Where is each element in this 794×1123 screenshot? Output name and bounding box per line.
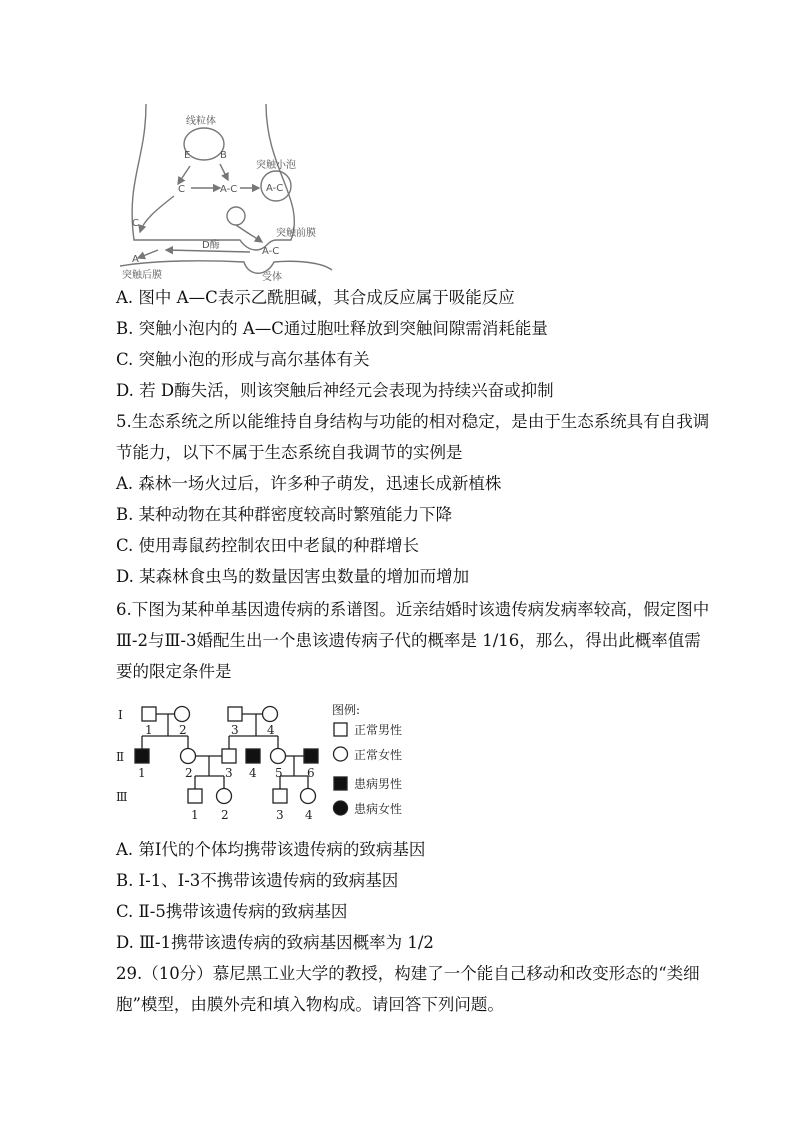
legend-affected-female-symbol bbox=[334, 801, 348, 815]
iii-number-4: 4 bbox=[305, 808, 313, 822]
pedigree-i2-female bbox=[175, 707, 190, 722]
ii-number-2: 2 bbox=[185, 766, 193, 780]
legend-affected-male-symbol bbox=[334, 777, 347, 790]
ii-number-1: 1 bbox=[138, 766, 146, 780]
legend-normal-male-symbol bbox=[334, 723, 347, 736]
q6-option-c: C. Ⅱ-5携带该遗传病的致病基因 bbox=[116, 902, 348, 921]
pedigree-ii2-female bbox=[181, 749, 196, 764]
legend-normal-male: 正常男性 bbox=[354, 723, 403, 737]
legend-normal-female: 正常女性 bbox=[354, 748, 403, 762]
q5-stem-line2: 节能力，以下不属于生态系统自我调节的实例是 bbox=[116, 443, 463, 462]
q5-option-c: C. 使用毒鼠药控制农田中老鼠的种群增长 bbox=[116, 536, 420, 555]
label-ac-arrow: A-C bbox=[220, 184, 238, 195]
i-number-2: 2 bbox=[179, 723, 187, 737]
legend-affected-male: 患病男性 bbox=[354, 777, 403, 791]
pedigree-ii5-female bbox=[271, 749, 286, 764]
label-e: E bbox=[184, 150, 191, 161]
q6-option-a: A. 第Ⅰ代的个体均携带该遗传病的致病基因 bbox=[116, 840, 426, 859]
q6-stem-line2: Ⅲ-2与Ⅲ-3婚配生出一个患该遗传病子代的概率是 1/16，那么，得出此概率值需 bbox=[116, 631, 701, 650]
ii-number-4: 4 bbox=[249, 766, 257, 780]
generation-label-i: Ⅰ bbox=[118, 708, 123, 722]
q6-stem-line3: 要的限定条件是 bbox=[116, 662, 232, 681]
synapse-diagram bbox=[116, 100, 338, 282]
pedigree-iii4-female bbox=[301, 789, 316, 804]
pedigree-i1-male bbox=[142, 707, 156, 721]
generation-label-iii: Ⅲ bbox=[116, 790, 128, 804]
i-number-4: 4 bbox=[267, 723, 275, 737]
i-number-3: 3 bbox=[231, 723, 239, 737]
iii-number-3: 3 bbox=[276, 808, 284, 822]
pedigree-iii3-male bbox=[273, 789, 287, 803]
pedigree-ii3-male bbox=[222, 749, 236, 763]
legend-affected-female: 患病女性 bbox=[354, 802, 403, 816]
pedigree-ii1-affected-male bbox=[135, 749, 149, 763]
ii-number-5: 5 bbox=[275, 766, 283, 780]
ii-number-3: 3 bbox=[225, 766, 233, 780]
q5-option-a: A. 森林一场火过后，许多种子萌发，迅速长成新植株 bbox=[116, 474, 502, 493]
q29-line2: 胞”模型，由膜外壳和填入物构成。请回答下列问题。 bbox=[116, 995, 504, 1014]
legend-normal-female-symbol bbox=[334, 747, 348, 761]
pedigree-iii2-female bbox=[217, 789, 232, 804]
label-c-outside: C bbox=[132, 218, 139, 229]
label-d-enzyme: D酶 bbox=[202, 240, 220, 251]
q4-option-d: D. 若 D酶失活，则该突触后神经元会表现为持续兴奋或抑制 bbox=[116, 381, 554, 400]
label-b: B bbox=[220, 150, 227, 161]
q5-option-d: D. 某森林食虫鸟的数量因害虫数量的增加而增加 bbox=[116, 567, 470, 586]
q29-line1: 29.（10分）慕尼黑工业大学的教授，构建了一个能自己移动和改变形态的“类细 bbox=[116, 964, 700, 983]
ii-number-6: 6 bbox=[307, 766, 315, 780]
q6-stem-line1: 6.下图为某种单基因遗传病的系谱图。近亲结婚时该遗传病发病率较高，假定图中 bbox=[116, 600, 710, 619]
pedigree-ii6-affected-male bbox=[304, 749, 318, 763]
pedigree-ii4-affected-male bbox=[246, 749, 260, 763]
q5-stem-line1: 5.生态系统之所以能维持自身结构与功能的相对稳定，是由于生态系统具有自我调 bbox=[116, 412, 710, 431]
label-pre-membrane: 突触前膜 bbox=[276, 228, 316, 239]
q5-option-b: B. 某种动物在其种群密度较高时繁殖能力下降 bbox=[116, 505, 453, 524]
pedigree-chart bbox=[116, 698, 426, 826]
label-a: A bbox=[132, 254, 139, 265]
label-ac-vesicle: A-C bbox=[266, 183, 284, 194]
q6-option-b: B. Ⅰ-1、Ⅰ-3不携带该遗传病的致病基因 bbox=[116, 871, 399, 890]
q4-option-b: B. 突触小泡内的 A—C通过胞吐释放到突触间隙需消耗能量 bbox=[116, 319, 548, 338]
q4-option-c: C. 突触小泡的形成与高尔基体有关 bbox=[116, 350, 370, 369]
q4-option-a: A. 图中 A—C表示乙酰胆碱，其合成反应属于吸能反应 bbox=[116, 288, 515, 307]
label-vesicle: 突触小泡 bbox=[256, 160, 296, 171]
label-receptor: 受体 bbox=[262, 272, 282, 282]
iii-number-2: 2 bbox=[221, 808, 229, 822]
i-number-1: 1 bbox=[145, 723, 153, 737]
pedigree-i4-female bbox=[263, 707, 278, 722]
q6-option-d: D. Ⅲ-1携带该遗传病的致病基因概率为 1/2 bbox=[116, 933, 434, 952]
label-ac-receptor: A-C bbox=[262, 246, 280, 257]
iii-number-1: 1 bbox=[191, 808, 199, 822]
label-post-membrane: 突触后膜 bbox=[122, 270, 162, 281]
generation-label-ii: Ⅱ bbox=[116, 750, 125, 764]
label-c-left: C bbox=[178, 184, 185, 195]
pedigree-iii1-male bbox=[188, 789, 202, 803]
pedigree-i3-male bbox=[228, 707, 242, 721]
legend-title: 图例: bbox=[332, 703, 361, 717]
label-mitochondrion: 线粒体 bbox=[186, 116, 216, 127]
